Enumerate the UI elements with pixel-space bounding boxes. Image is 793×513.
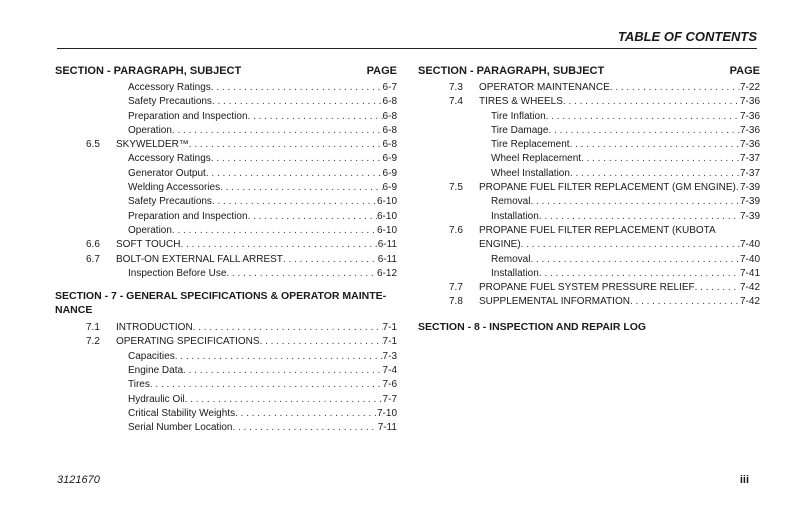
toc-entry-title: Tire Replacement — [491, 139, 570, 151]
toc-entry-number: 6.5 — [86, 139, 100, 151]
toc-entry-title: Welding Accessories — [128, 182, 221, 194]
toc-entry[interactable] — [418, 267, 760, 281]
toc-entry-page: 7-7 — [382, 393, 397, 405]
toc-entry-title: Removal — [491, 196, 531, 208]
column-header-subject: SECTION - PARAGRAPH, SUBJECT — [55, 65, 242, 77]
toc-entry-title: SOFT TOUCH — [116, 239, 181, 251]
toc-entry-number: 7.3 — [449, 82, 463, 93]
toc-entry[interactable] — [55, 152, 397, 166]
dot-leader — [180, 238, 377, 252]
toc-entry-page: 6-10 — [376, 224, 397, 236]
toc-entry-page: 6-9 — [382, 153, 397, 165]
toc-list — [418, 81, 760, 310]
dot-leader — [233, 421, 378, 435]
toc-entry-title: TIRES & WHEELS — [479, 96, 563, 108]
section-heading-7[interactable]: SECTION - 7 - GENERAL SPECIFICATIONS & OPERATOR MAINTE-NANCE — [55, 290, 387, 317]
toc-entry-title: Removal — [491, 253, 531, 265]
toc-entry[interactable] — [418, 110, 760, 124]
toc-entry-page: 6-7 — [382, 82, 397, 93]
toc-entry-title: Installation — [491, 210, 539, 222]
dot-leader — [211, 81, 383, 95]
toc-entry-page: 7-42 — [739, 282, 760, 294]
dot-leader — [248, 210, 377, 224]
toc-entry[interactable] — [418, 224, 760, 238]
toc-entry[interactable] — [418, 152, 760, 166]
toc-entry[interactable] — [418, 281, 760, 295]
toc-entry[interactable] — [55, 95, 397, 109]
toc-entry-title: Tire Damage — [491, 124, 549, 136]
toc-entry-title: Tire Inflation — [491, 110, 546, 122]
dot-leader — [563, 95, 740, 109]
dot-leader — [546, 110, 740, 124]
toc-entry-title: SKYWELDER™ — [116, 139, 189, 151]
toc-entry-number: 7.7 — [449, 282, 463, 294]
toc-entry-page: 6-11 — [377, 253, 397, 265]
header-rule — [57, 48, 757, 49]
toc-entry[interactable] — [418, 95, 760, 109]
toc-entry[interactable] — [55, 350, 397, 364]
toc-entry-page: 6-10 — [376, 210, 397, 222]
toc-entry-page: 7-3 — [382, 350, 397, 362]
dot-leader — [189, 138, 383, 152]
document-number: 3121670 — [57, 474, 100, 486]
dot-leader — [235, 407, 377, 421]
dot-leader — [570, 138, 740, 152]
toc-entry-page: 6-8 — [382, 110, 397, 122]
section-heading-8[interactable]: SECTION - 8 - INSPECTION AND REPAIR LOG — [418, 320, 647, 333]
toc-entry-page: 6-8 — [382, 124, 397, 136]
toc-entry-title: Operation — [128, 124, 172, 136]
right-column — [418, 63, 760, 338]
toc-entry[interactable] — [55, 364, 397, 378]
dot-leader — [185, 393, 383, 407]
toc-entry[interactable] — [55, 167, 397, 181]
column-header-page: PAGE — [366, 65, 397, 77]
toc-entry-title: OPERATING SPECIFICATIONS — [116, 336, 260, 348]
toc-entry-page: 6-8 — [382, 96, 397, 108]
toc-entry[interactable] — [418, 167, 760, 181]
toc-entry-title: Installation — [491, 267, 539, 279]
toc-entry-number: 6.7 — [86, 253, 100, 265]
toc-entry-page: 7-39 — [739, 182, 760, 194]
toc-entry-page: 7-22 — [739, 82, 760, 93]
dot-leader — [220, 181, 382, 195]
dot-leader — [226, 267, 377, 281]
toc-entry[interactable] — [55, 110, 397, 124]
toc-entry-page: 7-40 — [739, 253, 760, 265]
toc-entry[interactable] — [55, 421, 397, 435]
toc-entry-number: 7.5 — [449, 182, 463, 194]
toc-entry-title: Inspection Before Use — [128, 267, 227, 279]
toc-entry-number: 6.6 — [86, 239, 100, 251]
toc-entry[interactable] — [55, 378, 397, 392]
dot-leader — [570, 167, 740, 181]
toc-entry-title: PROPANE FUEL FILTER REPLACEMENT (KUBOTA — [479, 224, 716, 236]
dot-leader — [283, 253, 378, 267]
dot-leader — [150, 378, 383, 392]
toc-list — [55, 321, 397, 435]
dot-leader — [539, 267, 740, 281]
toc-entry-title: Operation — [128, 224, 172, 236]
toc-entry[interactable] — [418, 181, 760, 195]
toc-entry-title: Wheel Installation — [491, 167, 570, 179]
toc-entry[interactable] — [55, 124, 397, 138]
toc-entry-page: 7-41 — [739, 267, 760, 279]
toc-entry[interactable] — [418, 238, 760, 252]
dot-leader — [539, 210, 740, 224]
toc-entry-title: Engine Data — [128, 365, 184, 377]
toc-entry[interactable] — [55, 321, 397, 335]
toc-entry-page: 6-10 — [376, 196, 397, 208]
toc-entry-page: 7-1 — [382, 336, 397, 348]
dot-leader — [172, 124, 383, 138]
toc-entry-page: 7-36 — [739, 110, 760, 122]
toc-entry-page: 7-4 — [382, 365, 397, 377]
toc-entry[interactable] — [55, 238, 397, 252]
toc-entry[interactable] — [418, 295, 760, 309]
left-column — [55, 63, 397, 436]
toc-entry-page: 6-11 — [377, 239, 397, 251]
toc-entry-number: 7.2 — [86, 336, 100, 348]
toc-entry-number: 7.4 — [449, 96, 463, 108]
toc-entry-page: 7-1 — [382, 322, 397, 334]
toc-entry-title: Accessory Ratings — [128, 153, 211, 165]
toc-entry[interactable] — [418, 124, 760, 138]
toc-entry-title: Capacities — [128, 350, 175, 362]
dot-leader — [695, 281, 740, 295]
dot-leader — [630, 295, 740, 309]
toc-entry[interactable] — [418, 81, 760, 95]
dot-leader — [183, 364, 383, 378]
toc-entry-page: 7-36 — [739, 139, 760, 151]
toc-entry[interactable] — [55, 407, 397, 421]
toc-entry[interactable] — [418, 195, 760, 209]
dot-leader — [548, 124, 740, 138]
toc-entry[interactable] — [55, 253, 397, 267]
toc-entry-title: Safety Precautions — [128, 196, 212, 208]
page-title: TABLE OF CONTENTS — [617, 29, 757, 44]
toc-entry[interactable] — [55, 138, 397, 152]
toc-entry-page: 7-36 — [739, 124, 760, 136]
toc-entry[interactable] — [55, 267, 397, 281]
dot-leader — [175, 350, 383, 364]
toc-entry-title: SUPPLEMENTAL INFORMATION — [479, 296, 630, 308]
dot-leader — [212, 95, 383, 109]
toc-entry-page: 7-39 — [739, 196, 760, 208]
toc-entry-page: 7-39 — [739, 210, 760, 222]
toc-entry[interactable] — [55, 335, 397, 349]
toc-entry-page: 7-11 — [377, 422, 397, 434]
page-number: iii — [739, 474, 749, 486]
toc-entry-title: Generator Output — [128, 167, 206, 179]
dot-leader — [260, 335, 383, 349]
toc-entry-page: 6-9 — [382, 182, 397, 194]
column-header-subject: SECTION - PARAGRAPH, SUBJECT — [418, 65, 605, 77]
dot-leader — [212, 195, 377, 209]
toc-entry-page: 7-42 — [739, 296, 760, 308]
toc-entry-number: 7.8 — [449, 296, 463, 308]
dot-leader — [610, 81, 740, 95]
toc-entry-title: OPERATOR MAINTENANCE — [479, 82, 610, 93]
toc-entry-page: 7-6 — [382, 379, 397, 391]
toc-entry[interactable] — [55, 81, 397, 95]
dot-leader — [581, 152, 740, 166]
toc-entry-title: Accessory Ratings — [128, 82, 211, 93]
toc-entry[interactable] — [418, 138, 760, 152]
toc-entry-title: Safety Precautions — [128, 96, 212, 108]
toc-entry-page: 7-10 — [376, 407, 397, 419]
toc-entry[interactable] — [418, 210, 760, 224]
toc-entry-title: Tires — [128, 379, 150, 391]
dot-leader — [193, 321, 383, 335]
toc-entry-number: 7.1 — [86, 322, 100, 334]
toc-entry-page: 6-12 — [376, 267, 397, 279]
toc-entry[interactable] — [55, 210, 397, 224]
toc-entry[interactable] — [55, 195, 397, 209]
toc-entry-title: Serial Number Location — [128, 422, 233, 434]
dot-leader — [521, 238, 740, 252]
toc-entry-title: Critical Stability Weights — [128, 407, 236, 419]
toc-entry-page: 6-8 — [382, 139, 397, 151]
dot-leader — [206, 167, 383, 181]
toc-entry-title: Hydraulic Oil — [128, 393, 185, 405]
toc-entry-number: 7.6 — [449, 224, 463, 236]
toc-entry-page: 7-36 — [739, 96, 760, 108]
column-header — [55, 63, 397, 80]
toc-entry-page: 6-9 — [382, 167, 397, 179]
toc-entry-title: Wheel Replacement — [491, 153, 582, 165]
toc-entry-page: 7-37 — [739, 167, 760, 179]
column-header-page: PAGE — [729, 65, 760, 77]
column-header — [418, 63, 760, 80]
dot-leader — [172, 224, 377, 238]
dot-leader — [248, 110, 383, 124]
toc-entry-title: ENGINE) — [479, 239, 521, 251]
toc-entry-title: INTRODUCTION — [116, 322, 193, 334]
toc-entry[interactable] — [418, 253, 760, 267]
toc-entry[interactable] — [55, 393, 397, 407]
toc-entry-page: 7-40 — [739, 239, 760, 251]
toc-entry-title: PROPANE FUEL FILTER REPLACEMENT (GM ENGINE) — [479, 182, 736, 194]
toc-entry-title: BOLT-ON EXTERNAL FALL ARREST — [116, 253, 283, 265]
toc-entry-title: Preparation and Inspection — [128, 110, 248, 122]
dot-leader — [530, 195, 740, 209]
toc-list — [55, 81, 397, 281]
toc-entry[interactable] — [55, 181, 397, 195]
toc-entry-title: PROPANE FUEL SYSTEM PRESSURE RELIEF — [479, 282, 695, 294]
toc-entry-title: Preparation and Inspection — [128, 210, 248, 222]
dot-leader — [211, 152, 383, 166]
toc-entry[interactable] — [55, 224, 397, 238]
dot-leader — [530, 253, 740, 267]
toc-entry-page: 7-37 — [739, 153, 760, 165]
